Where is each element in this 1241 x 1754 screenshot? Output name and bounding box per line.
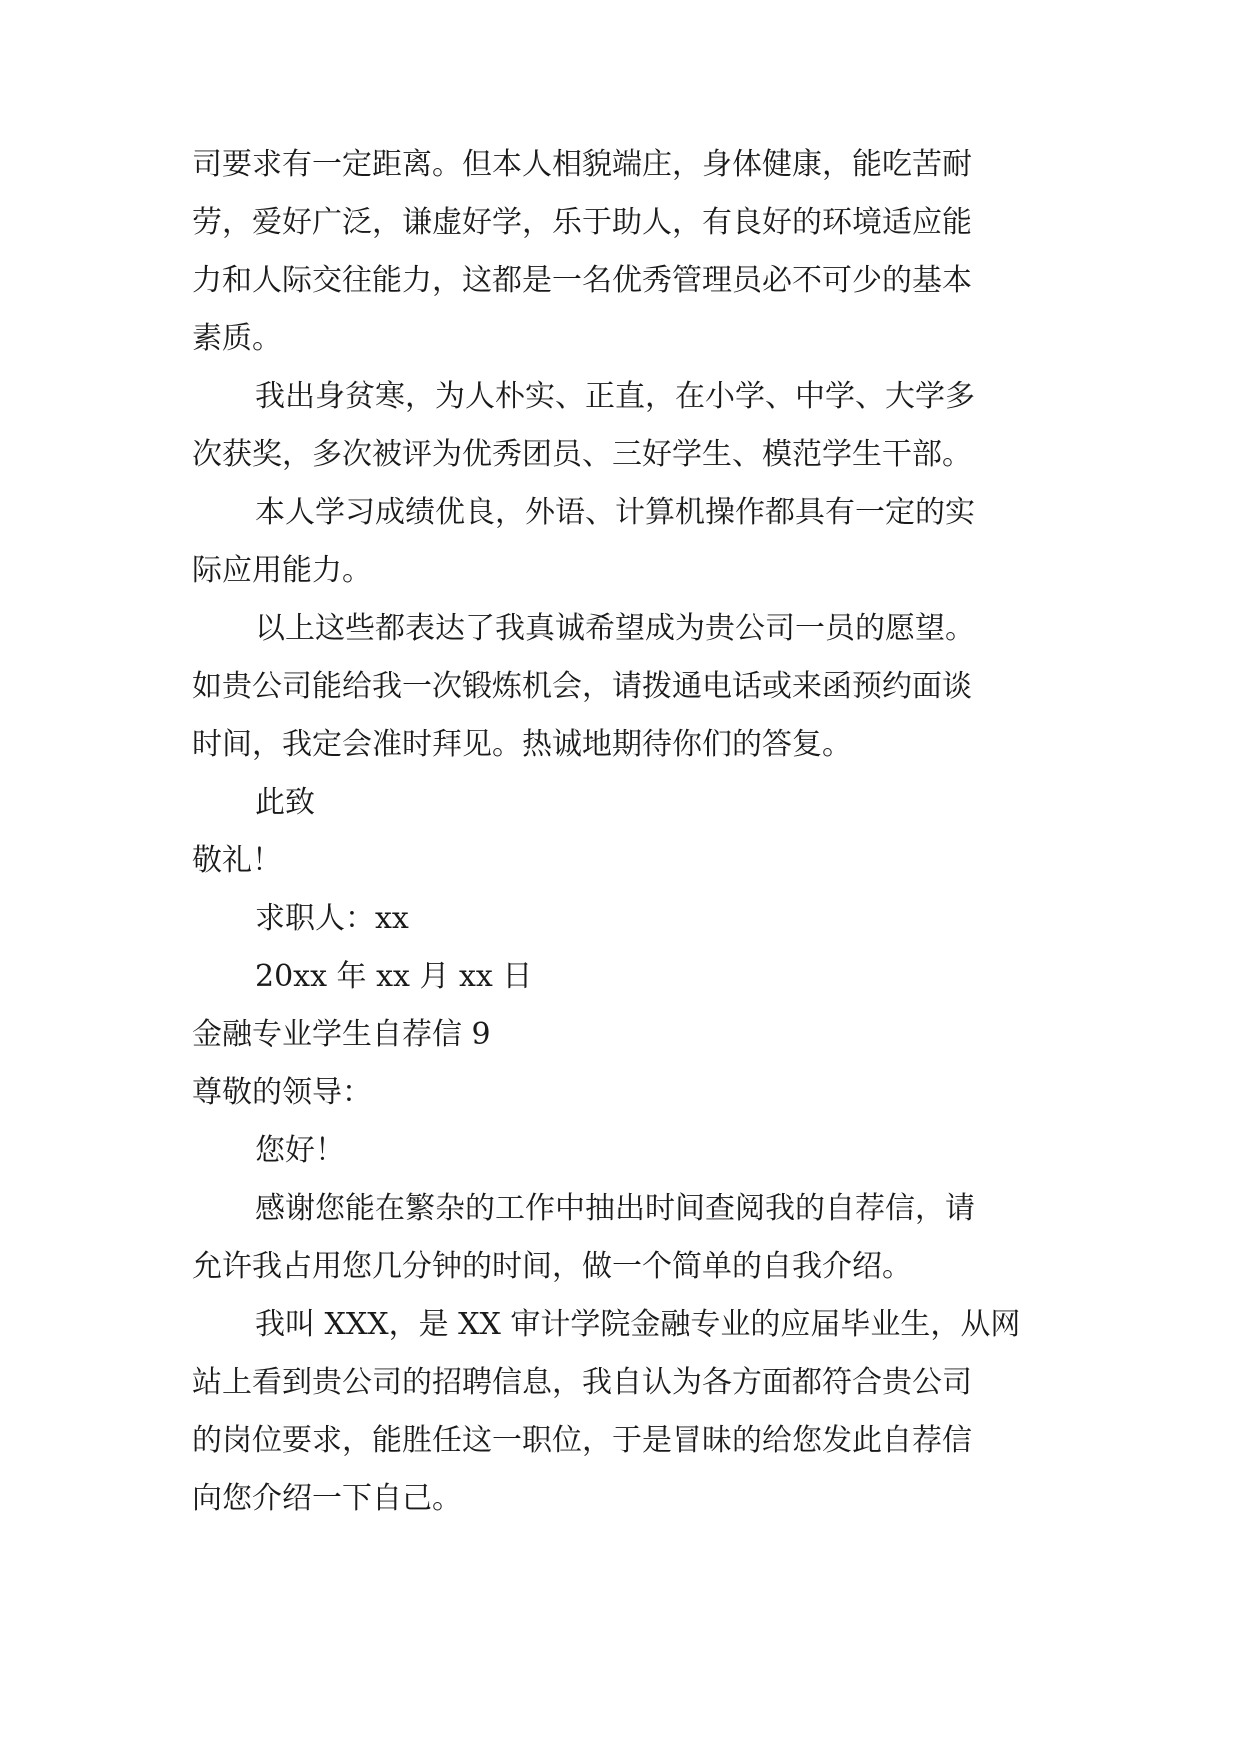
paragraph-first-line: 我叫 XXX，是 XX 审计学院金融专业的应届毕业生，从网 [255, 1307, 1021, 1342]
letter-hello: 您好！ [255, 1133, 345, 1168]
paragraph-first-line: 感谢您能在繁杂的工作中抽出时间查阅我的自荐信，请 [255, 1191, 975, 1226]
text-line: 向您介绍一下自己。 [192, 1481, 462, 1516]
text-line: 劳，爱好广泛，谦虚好学，乐于助人，有良好的环境适应能 [192, 205, 972, 240]
text-line: 际应用能力。 [192, 553, 372, 588]
text-line: 力和人际交往能力，这都是一名优秀管理员必不可少的基本 [192, 263, 972, 298]
applicant-signature: 求职人：xx [255, 901, 409, 936]
text-line: 站上看到贵公司的招聘信息，我自认为各方面都符合贵公司 [192, 1365, 972, 1400]
letter-greeting: 尊敬的领导： [192, 1075, 372, 1110]
closing-respect: 敬礼！ [192, 843, 282, 878]
letter-date: 20xx 年 xx 月 xx 日 [255, 959, 533, 994]
paragraph-first-line: 本人学习成绩优良，外语、计算机操作都具有一定的实 [255, 495, 975, 530]
text-line: 司要求有一定距离。但本人相貌端庄，身体健康，能吃苦耐 [192, 147, 972, 182]
paragraph-first-line: 以上这些都表达了我真诚希望成为贵公司一员的愿望。 [255, 611, 975, 646]
text-line: 如贵公司能给我一次锻炼机会，请拨通电话或来函预约面谈 [192, 669, 972, 704]
text-line: 允许我占用您几分钟的时间，做一个简单的自我介绍。 [192, 1249, 912, 1284]
text-line: 次获奖，多次被评为优秀团员、三好学生、模范学生干部。 [192, 437, 972, 472]
closing-salutation: 此致 [255, 785, 315, 820]
text-line: 素质。 [192, 321, 282, 356]
section-title: 金融专业学生自荐信 9 [192, 1017, 491, 1052]
text-line: 的岗位要求，能胜任这一职位，于是冒昧的给您发此自荐信 [192, 1423, 972, 1458]
text-line: 时间，我定会准时拜见。热诚地期待你们的答复。 [192, 727, 852, 762]
paragraph-first-line: 我出身贫寒，为人朴实、正直，在小学、中学、大学多 [255, 379, 975, 414]
